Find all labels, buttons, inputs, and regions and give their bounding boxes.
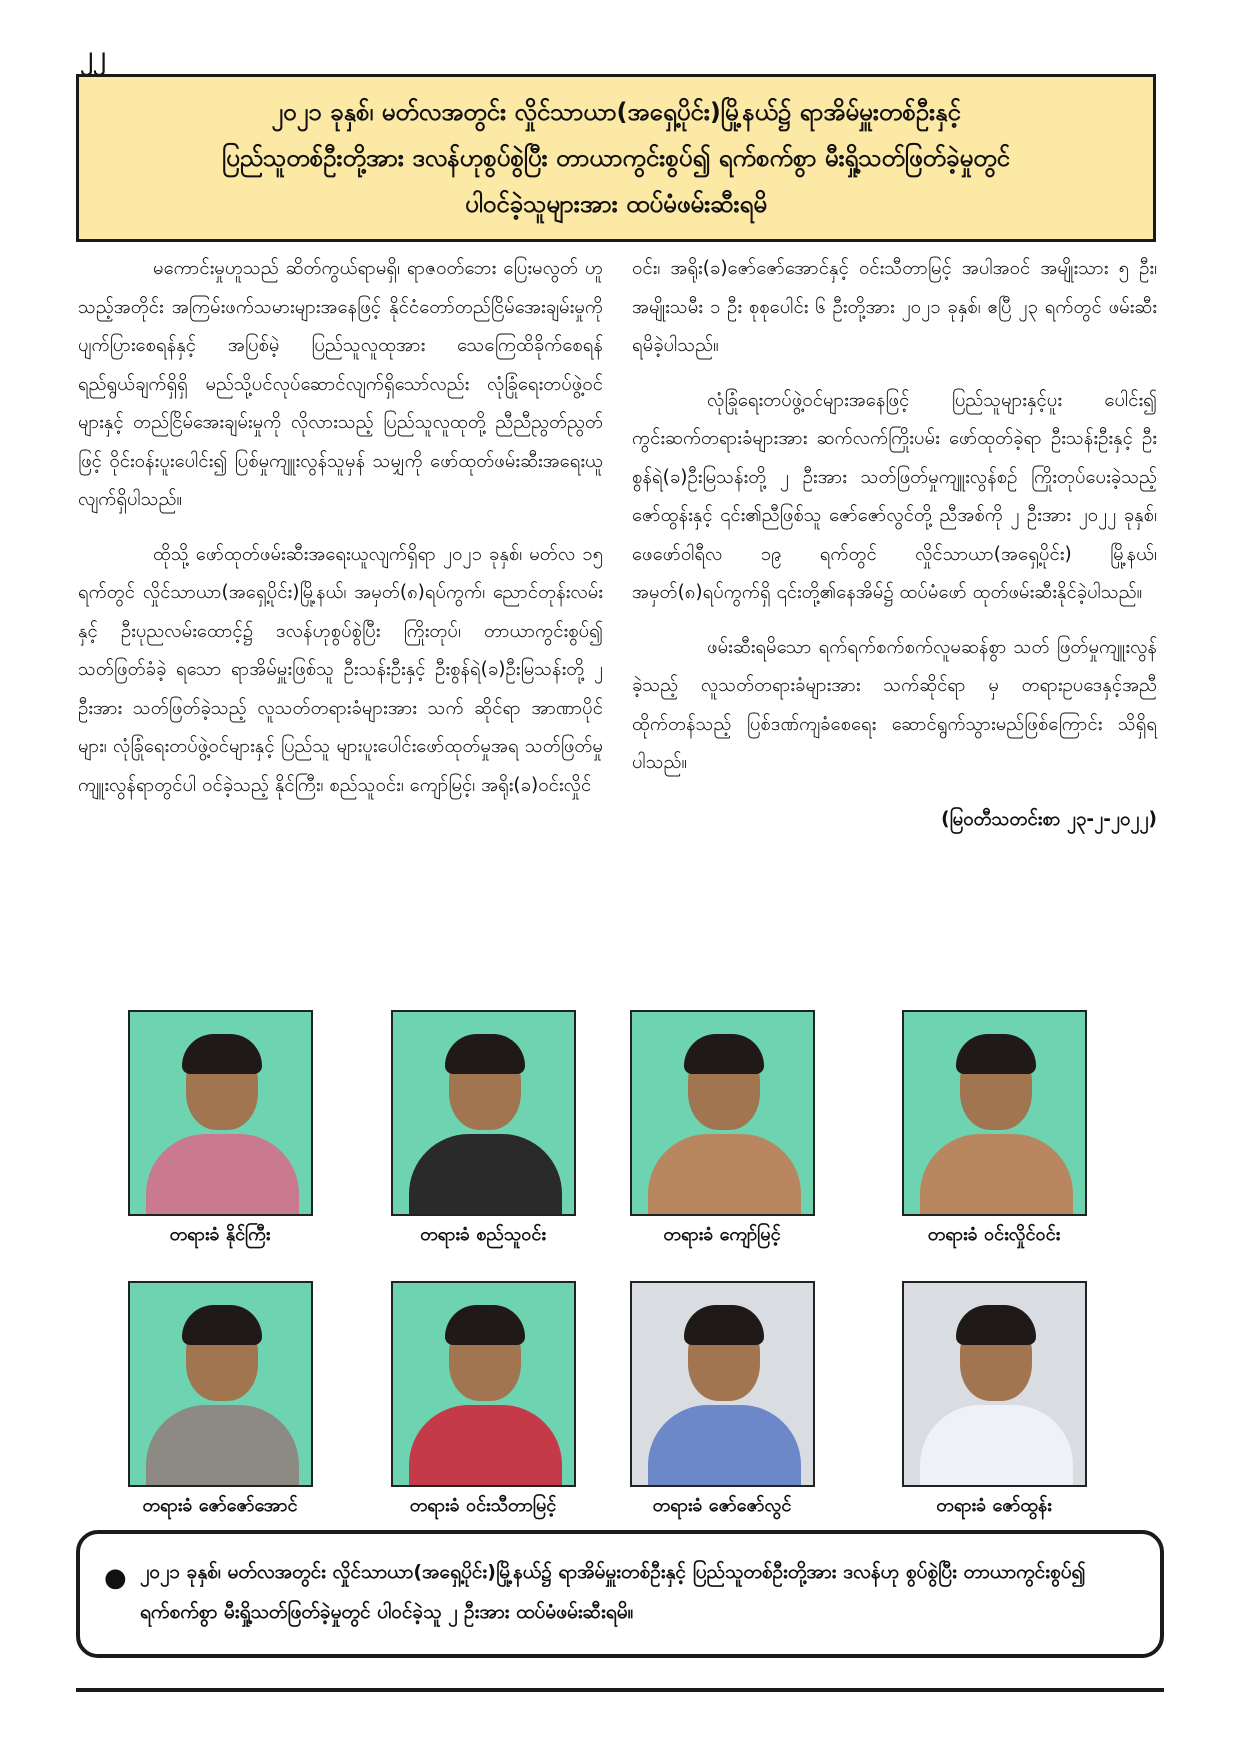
summary-box bbox=[76, 1530, 1164, 1658]
suspect-photo bbox=[391, 1281, 576, 1487]
headline-line-1: ၂၀၂၁ ခုနှစ်၊ မတ်လအတွင်း လှိုင်သာယာ(အရှေ့ပိုင်း)မြို့နယ်၌ ရာအိမ်မှူးတစ်ဦးနှင့် bbox=[271, 98, 961, 126]
suspect-photo bbox=[128, 1010, 313, 1216]
footer-rule bbox=[76, 1688, 1164, 1692]
photo-caption: တရားခံ စည်သူဝင်း bbox=[420, 1224, 546, 1245]
photo-caption: တရားခံ ဇော်ဇော်လွင် bbox=[652, 1495, 792, 1516]
article-paragraph: လုံခြုံရေးတပ်ဖွဲ့ဝင်များအနေဖြင့် ပြည်သူများနှင့်ပူး ပေါင်း၍ ကွင်းဆက်တရားခံများအား ဆက်လက်ကြိုးပမ်း ဖော်ထုတ်ခဲ့ရာ ဦးသန်းဦးနှင့် ဦးစွန်ရဲ(ခ)ဦးမြသန်းတို့ ၂ ဦးအား သတ်ဖြတ်မှုကျူးလွန်စဉ် ကြိုးတုပ်ပေးခဲ့သည့် ဇော်ထွန်းနှင့် ၎င်း၏ညီဖြစ်သူ ဇော်ဇော်လွင်တို့ ညီအစ်ကို ၂ ဦးအား ၂၀၂၂ ခုနှစ်၊ ဖေဖော်ဝါရီလ ၁၉ ရက်တွင် လှိုင်သာယာ(အရှေ့ပိုင်း) မြို့နယ်၊ အမှတ်(၈)ရပ်ကွက်ရှိ ၎င်းတို့၏နေအိမ်၌ ထပ်မံဖော် ထုတ်ဖမ်းဆီးနိုင်ခဲ့ပါသည်။ bbox=[632, 389, 1157, 603]
photo-caption: တရားခံ ဇော်ထွန်း bbox=[936, 1495, 1052, 1516]
headline-box bbox=[76, 74, 1156, 242]
summary-text: ၂၀၂၁ ခုနှစ်၊ မတ်လအတွင်း လှိုင်သာယာ(အရှေ့ပိုင်း)မြို့နယ်၌ ရာအိမ်မှူးတစ်ဦးနှင့် ပြည်သူတစ်ဦးတို့အား ဒလန်ဟု စွပ်စွဲပြီး တာယာကွင်းစွပ်၍ ရက်စက်စွာ မီးရှို့သတ်ဖြတ်ခဲ့မှုတွင် ပါဝင်ခဲ့သူ ၂ ဦးအား ထပ်မံဖမ်းဆီးရမိ။ bbox=[140, 1561, 1086, 1623]
article-column-left bbox=[78, 250, 603, 805]
photo-caption: တရားခံ ဇော်ဇော်အောင် bbox=[142, 1495, 298, 1516]
article-column-right bbox=[632, 250, 1157, 839]
article-paragraph: မကောင်းမှုဟူသည် ဆိတ်ကွယ်ရာမရှိ၊ ရာဇဝတ်ဘေး ပြေးမလွတ် ဟူသည့်အတိုင်း အကြမ်းဖက်သမားများအနေဖြင့် နိုင်ငံတော်တည်ငြိမ်အေးချမ်းမှုကို ပျက်ပြားစေရန်နှင့် အပြစ်မဲ့ ပြည်သူလူထုအား သေကြေထိခိုက်စေရန် ရည်ရွယ်ချက်ရှိရှိ မည်သို့ပင်လုပ်ဆောင်လျက်ရှိသော်လည်း လုံခြုံရေးတပ်ဖွဲ့ဝင် များနှင့် တည်ငြိမ်အေးချမ်းမှုကို လိုလားသည့် ပြည်သူလူထုတို့ ညီညီညွတ်ညွတ်ဖြင့် ဝိုင်းဝန်းပူးပေါင်း၍ ပြစ်မှုကျူးလွန်သူမှန် သမျှကို ဖော်ထုတ်ဖမ်းဆီးအရေးယူလျက်ရှိပါသည်။ bbox=[78, 258, 603, 510]
suspect-photo bbox=[630, 1010, 815, 1216]
suspect-photo bbox=[902, 1010, 1087, 1216]
suspect-photo bbox=[128, 1281, 313, 1487]
article-paragraph: ထိုသို့ ဖော်ထုတ်ဖမ်းဆီးအရေးယူလျက်ရှိရာ ၂၀၂၁ ခုနှစ်၊ မတ်လ ၁၅ ရက်တွင် လှိုင်သာယာ(အရှေ့ပိုင်း)မြို့နယ်၊ အမှတ်(၈)ရပ်ကွက်၊ ညောင်တုန်းလမ်းနှင့် ဦးပုညလမ်းထောင့်၌ ဒလန်ဟုစွပ်စွဲပြီး ကြိုးတုပ်၊ တာယာကွင်းစွပ်၍ သတ်ဖြတ်ခံခဲ့ ရသော ရာအိမ်မှူးဖြစ်သူ ဦးသန်းဦးနှင့် ဦးစွန်ရဲ(ခ)ဦးမြသန်းတို့ ၂ ဦးအား သတ်ဖြတ်ခဲ့သည့် လူသတ်တရားခံများအား သက် ဆိုင်ရာ အာဏာပိုင်များ၊ လုံခြုံရေးတပ်ဖွဲ့ဝင်များနှင့် ပြည်သူ များပူးပေါင်းဖော်ထုတ်မှုအရ သတ်ဖြတ်မှု ကျူးလွန်ရာတွင်ပါ ဝင်ခဲ့သည့် နိုင်ကြီး၊ စည်သူဝင်း၊ ကျော်မြင့်၊ အရိုး(ခ)ဝင်းလှိုင် bbox=[78, 543, 603, 796]
news-source: (မြဝတီသတင်းစာ ၂၃-၂-၂၀၂၂) bbox=[941, 808, 1157, 830]
headline-line-3: ပါဝင်ခဲ့သူများအား ထပ်မံဖမ်းဆီးရမိ bbox=[464, 190, 768, 218]
photo-caption: တရားခံ နိုင်ကြီး bbox=[169, 1224, 271, 1245]
photo-caption: တရားခံ ကျော်မြင့် bbox=[663, 1224, 781, 1245]
photo-caption: တရားခံ ဝင်းလှိုင်ဝင်း bbox=[927, 1224, 1061, 1245]
suspect-photo bbox=[630, 1281, 815, 1487]
bullet-icon: ● bbox=[104, 1563, 127, 1593]
suspect-photo bbox=[391, 1010, 576, 1216]
photo-caption: တရားခံ ဝင်းသီတာမြင့် bbox=[409, 1495, 557, 1516]
article-paragraph: ဖမ်းဆီးရမိသော ရက်ရက်စက်စက်လူမဆန်စွာ သတ် ဖြတ်မှုကျူးလွန်ခဲ့သည့် လူသတ်တရားခံများအား သက်ဆိုင်ရာ မှ တရားဥပဒေနှင့်အညီ ထိုက်တန်သည့် ပြစ်ဒဏ်ကျခံစေရေး ဆောင်ရွက်သွားမည်ဖြစ်ကြောင်း သိရှိရပါသည်။ bbox=[632, 636, 1157, 773]
page-number: ၂၂ bbox=[80, 41, 106, 71]
headline-line-2: ပြည်သူတစ်ဦးတို့အား ဒလန်ဟုစွပ်စွဲပြီး တာယာကွင်းစွပ်၍ ရက်စက်စွာ မီးရှို့သတ်ဖြတ်ခဲ့မှုတွင် bbox=[222, 144, 1010, 172]
suspect-photo bbox=[902, 1281, 1087, 1487]
article-paragraph: ဝင်း၊ အရိုး(ခ)ဇော်ဇော်အောင်နှင့် ဝင်းသီတာမြင့် အပါအဝင် အမျိုးသား ၅ ဦး၊ အမျိုးသမီး ၁ ဦး စုစုပေါင်း ၆ ဦးတို့အား ၂၀၂၁ ခုနှစ်၊ ဧပြီ ၂၃ ရက်တွင် ဖမ်းဆီးရမိခဲ့ပါသည်။ bbox=[632, 258, 1157, 356]
